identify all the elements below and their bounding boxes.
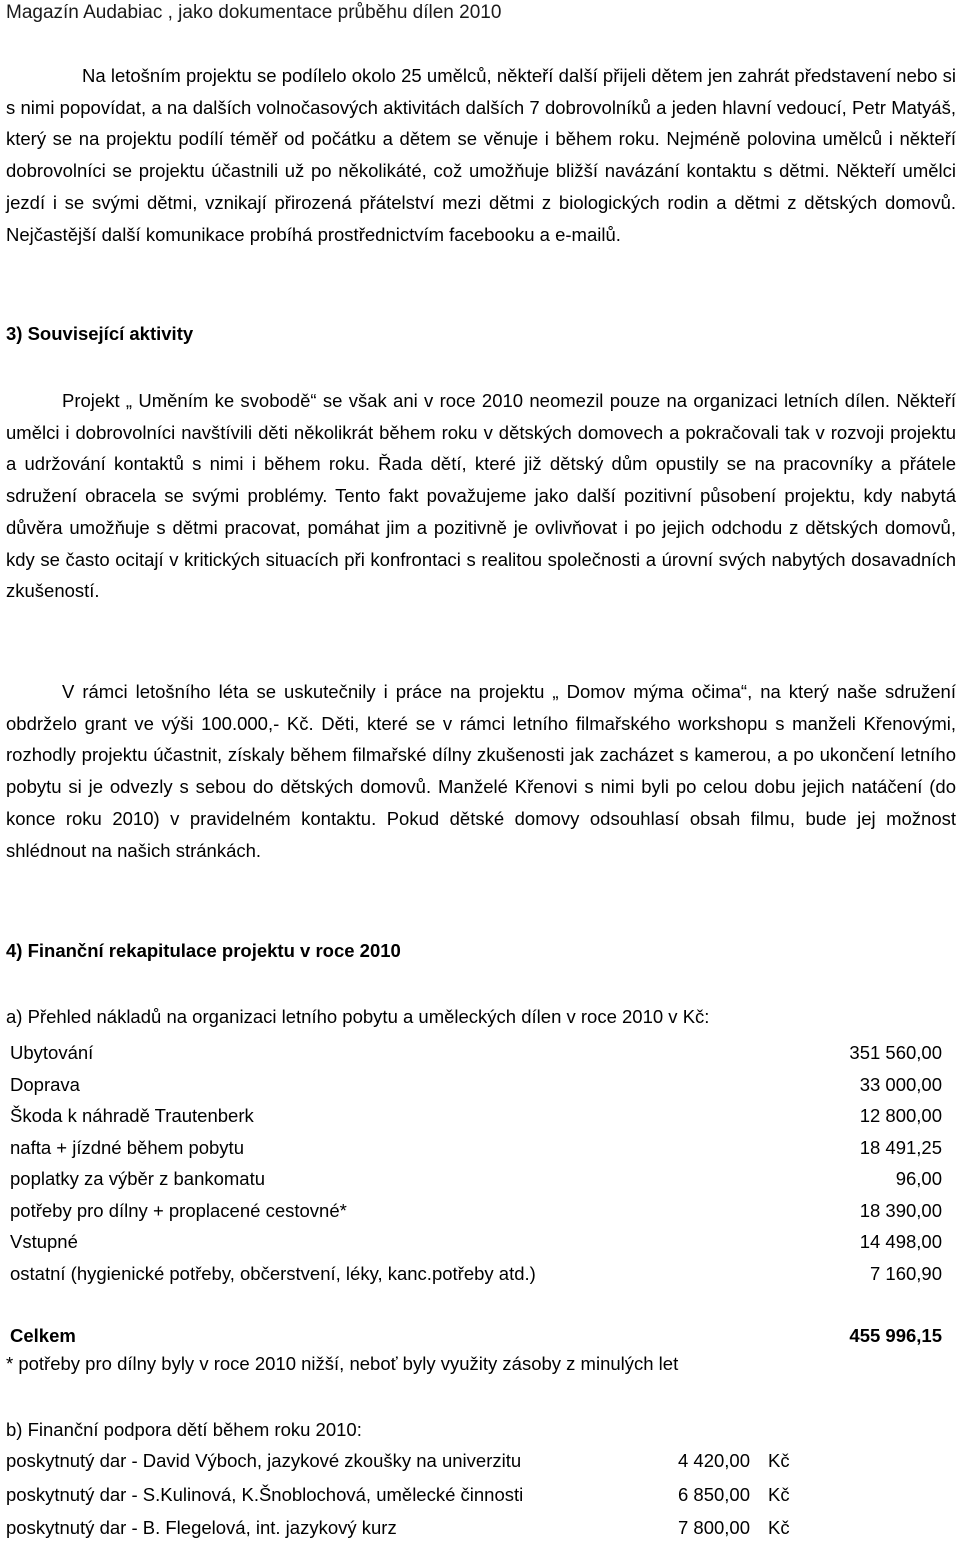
cost-amount: 7 160,90 [869,1262,942,1284]
donation-label: poskytnutý dar - David Výboch, jazykové zkoušky na univerzitu [6,1450,522,1471]
donation-row [6,1480,798,1514]
cost-label: Doprava [10,1073,80,1095]
cost-label: poplatky za výběr z bankomatu [10,1168,266,1189]
cost-row [10,1134,942,1166]
section-4-heading: 4) Finanční rekapitulace projektu v roce 2010 [6,940,401,961]
donation-label: poskytnutý dar - B. Flegelová, int. jazykový kurz [6,1517,397,1538]
cost-row [10,1197,942,1229]
cost-amount: 18 491,25 [859,1136,942,1158]
film-project-paragraph: V rámci letošního léta se uskutečnily i práce na projektu „ Domov mýma očima“, na který naše sdružení obdrželo grant ve výši 100.000,- Kč. Děti, které se v rámci letního filmařského workshopu s manželi Křenovými, rozhodly projektu účastnit, získaly během filmařské dílny zkušenosti jak zacházet s kamerou, a po ukončení letního pobytu si je odvezly s sebou do dětských domovů. Manželé Křenovi s nimi byli po celou dobu jejich natáčení (do konce roku 2010) v pravidelném kontaktu. Pokud dětské domovy odsouhlasí obsah filmu, bude jej možnost shlédnout na našich stránkách. [6,681,956,861]
donation-row [6,1513,798,1547]
cost-amount: 12 800,00 [859,1105,942,1126]
cost-amount: 14 498,00 [859,1231,942,1252]
cost-total-row [10,1322,942,1354]
section-3-heading: 3) Související aktivity [6,323,194,344]
cost-total-label: Celkem [10,1325,76,1346]
cost-total-amount: 455 996,15 [849,1325,942,1346]
costs-heading: a) Přehled nákladů na organizaci letního pobytu a uměleckých dílen v roce 2010 v Kč: [6,1006,710,1027]
donation-amount: 6 850,00 [678,1483,751,1505]
cost-row [10,1260,942,1292]
cost-row [10,1102,942,1134]
document-header: Magazín Audabiac , jako dokumentace průběhu dílen 2010 [6,2,502,23]
costs-table [10,1039,942,1354]
cost-label: Škoda k náhradě Trautenberk [10,1105,254,1126]
cost-label: potřeby pro dílny + proplacené cestovné* [10,1199,347,1221]
donation-currency: Kč [768,1483,790,1505]
costs-footnote: * potřeby pro dílny byly v roce 2010 nižší, neboť byly využity zásoby z minulých let [6,1353,679,1374]
cost-row [10,1165,942,1197]
cost-amount: 33 000,00 [859,1073,942,1095]
cost-label: Ubytování [10,1042,94,1063]
donations-table [6,1446,798,1547]
cost-label: ostatní (hygienické potřeby, občerstvení, léky, kanc.potřeby atd.) [10,1262,536,1284]
donation-amount: 7 800,00 [678,1517,751,1538]
cost-row [10,1039,942,1071]
cost-label: Vstupné [10,1231,78,1252]
cost-label: nafta + jízdné během pobytu [10,1136,244,1158]
intro-paragraph: Na letošním projektu se podílelo okolo 25 umělců, někteří další přijeli dětem jen zahrát představení nebo si s nimi popovídat, a na dalších volnočasových aktivitách dalších 7 dobrovolníků a jeden hlavní vedoucí, Petr Matyáš, který se na projektu podílí téměř od počátku a dětem se věnuje i během roku. Nejméně polovina umělců i někteří dobrovolníci se projektu účastnili už po několikáté, což umožňuje bližší navázání kontaktu s dětmi. Někteří umělci jezdí i se svými dětmi, vznikají přirozená přátelství mezi dětmi z biologických rodin a dětmi z dětských domovů. Nejčastější další komunikace probíhá prostřednictvím facebooku a e-mailů. [6,65,956,245]
cost-amount: 96,00 [895,1168,942,1189]
donation-currency: Kč [768,1517,790,1538]
section-3-paragraph: Projekt „ Uměním ke svobodě“ se však ani v roce 2010 neomezil pouze na organizaci letních dílen. Někteří umělci i dobrovolníci navštívili děti několikrát během roku v dětských domovech a pokračovali tak v rozvoji projektu a udržování kontaktů s nimi i během roku. Řada dětí, které již dětský dům opustily se na pracovníky a přátele sdružení obracela se svými problémy. Tento fakt považujeme jako další pozitivní působení projektu, kdy nabytá důvěra umožňuje s dětmi pracovat, pomáhat jim a pozitivně je ovlivňovat i po jejich odchodu z dětských domovů, kdy se často ocitají v kritických situacích při konfrontaci s realitou společnosti a úrovní svých nabytých dosavadních zkušeností. [6,390,956,602]
donation-currency: Kč [768,1450,790,1471]
cost-amount: 351 560,00 [849,1042,942,1063]
donations-heading: b) Finanční podpora dětí během roku 2010: [6,1419,362,1440]
donation-amount: 4 420,00 [678,1450,751,1471]
donation-label: poskytnutý dar - S.Kulinová, K.Šnoblochová, umělecké činnosti [6,1483,524,1505]
cost-row [10,1228,942,1260]
cost-row [10,1071,942,1103]
cost-amount: 18 390,00 [859,1199,942,1221]
donation-row [6,1446,798,1480]
